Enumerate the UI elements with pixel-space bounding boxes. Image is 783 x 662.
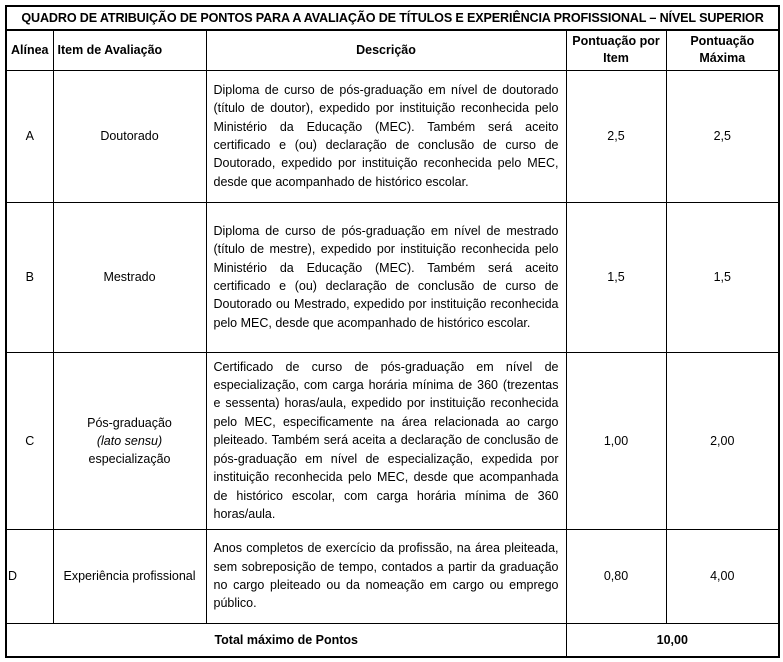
- col-header-pontuacao-item: Pontuação por Item: [566, 30, 666, 70]
- table-row-c: [6, 352, 779, 529]
- row-b-descricao: Diploma de curso de pós-graduação em nível de mestrado (título de mestre), expedido por instituição reconhecida pelo Ministério da Educação (MEC). Também será aceito certificado e (ou) declaração de conclusão de curso de Doutorado ou Mestrado, expedido por instituição reconhecida pelo MEC, desde que acompanhado de histórico escolar.: [206, 202, 566, 352]
- table-row-total: [6, 623, 779, 657]
- col-header-item-avaliacao: Item de Avaliação: [53, 30, 206, 70]
- total-value: 10,00: [566, 623, 779, 657]
- row-c-pontuacao-por-item: 1,00: [566, 352, 666, 529]
- row-b-pontuacao-maxima: 1,5: [666, 202, 779, 352]
- row-b-alinea: B: [6, 202, 53, 352]
- row-b-pontuacao-por-item: 1,5: [566, 202, 666, 352]
- row-d-alinea: D: [6, 529, 53, 623]
- row-a-descricao: Diploma de curso de pós-graduação em nível de doutorado (título de doutor), expedido por instituição reconhecida pelo Ministério da Educação (MEC). Também será aceito certificado e (ou) declaração de conclusão de curso de Doutorado, expedido por instituição reconhecida pelo MEC, desde que acompanhado de histórico escolar.: [206, 70, 566, 202]
- points-attribution-table: [5, 5, 780, 658]
- col-header-descricao: Descrição: [206, 30, 566, 70]
- row-a-item: Doutorado: [53, 70, 206, 202]
- row-d-descricao: Anos completos de exercício da profissão, na área pleiteada, sem sobreposição de tempo, contados a partir da graduação no cargo pleiteado ou da nomeação em cargo ou emprego público.: [206, 529, 566, 623]
- row-d-pontuacao-por-item: 0,80: [566, 529, 666, 623]
- total-label: Total máximo de Pontos: [6, 623, 566, 657]
- row-d-item: Experiência profissional: [53, 529, 206, 623]
- row-a-pontuacao-maxima: 2,5: [666, 70, 779, 202]
- table-row-b: [6, 202, 779, 352]
- col-header-pontuacao-maxima: Pontuação Máxima: [666, 30, 779, 70]
- row-c-item: [53, 352, 206, 529]
- row-c-pontuacao-maxima: 2,00: [666, 352, 779, 529]
- row-d-pontuacao-maxima: 4,00: [666, 529, 779, 623]
- row-c-descricao: Certificado de curso de pós-graduação em nível de especialização, com carga horária mínima de 360 (trezentas e sessenta) horas/aula, expedido por instituição reconhecida pelo MEC, especificamente na área relacionada ao cargo pleiteado. Também será aceita a declaração de conclusão de pós-graduação em nível de especialização, expedida por instituição reconhecida pelo MEC, desde que acompanhada de histórico escolar, com carga horária mínima de 360 horas/aula.: [206, 352, 566, 529]
- row-c-item-line3: especialização: [88, 451, 171, 466]
- table-row-d: [6, 529, 779, 623]
- row-a-pontuacao-por-item: 2,5: [566, 70, 666, 202]
- table-title: QUADRO DE ATRIBUIÇÃO DE PONTOS PARA A AVALIAÇÃO DE TÍTULOS E EXPERIÊNCIA PROFISSIONAL – NÍVEL SUPERIOR: [6, 6, 779, 30]
- row-a-alinea: A: [6, 70, 53, 202]
- row-c-item-line2: (lato sensu): [96, 433, 163, 448]
- row-c-item-line1: Pós-graduação: [87, 415, 172, 430]
- col-header-alinea: Alínea: [6, 30, 53, 70]
- table-row-a: [6, 70, 779, 202]
- row-c-alinea: C: [6, 352, 53, 529]
- row-b-item: Mestrado: [53, 202, 206, 352]
